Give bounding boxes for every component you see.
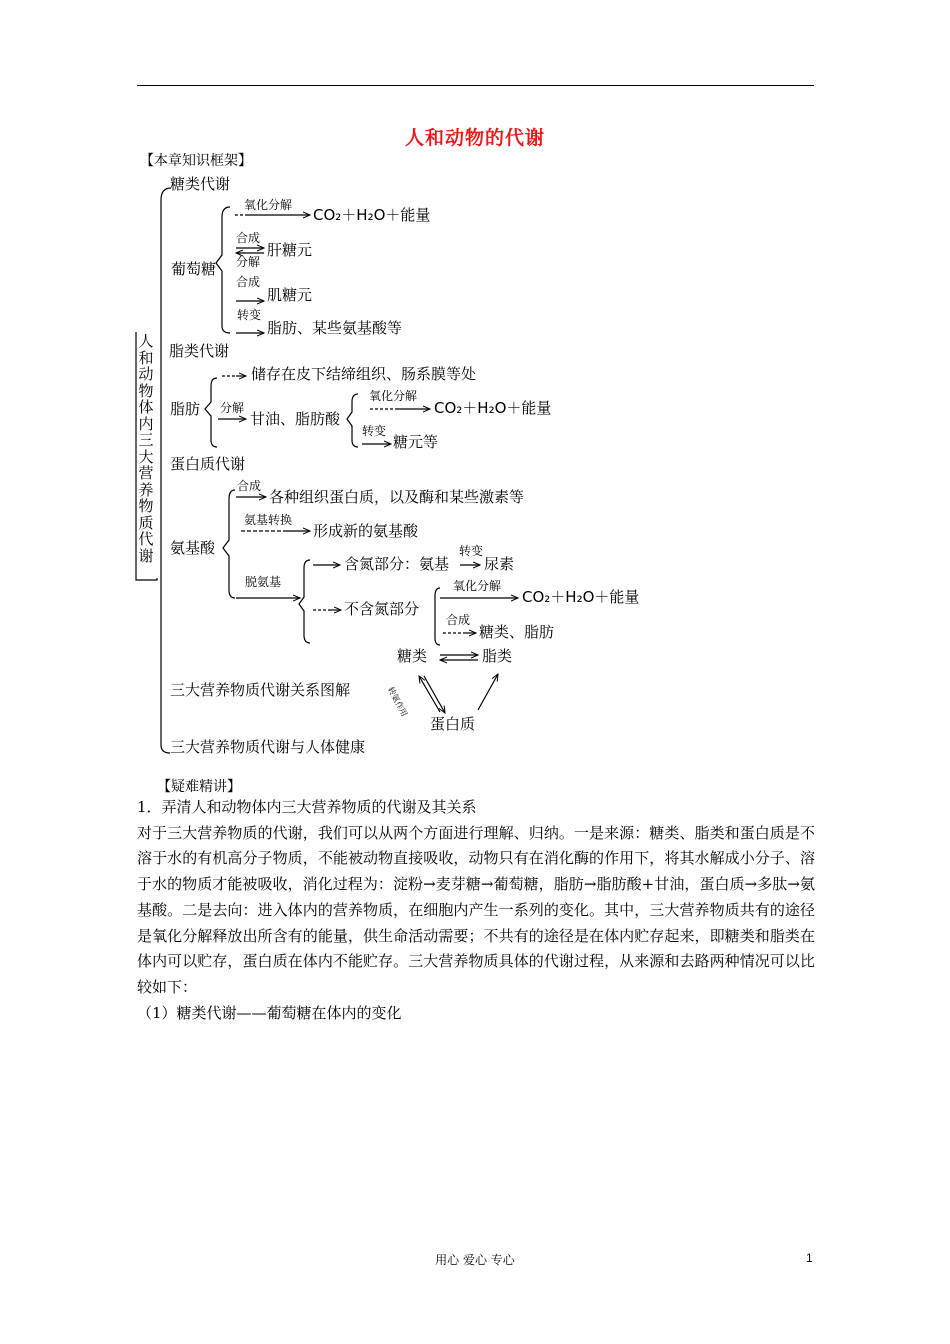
transamination-note: 转氨作用 (385, 685, 409, 719)
relation-protein-node: 蛋白质 (430, 715, 476, 733)
section-heading-difficulties: 【疑难精讲】 (157, 779, 241, 795)
glucose-label: 葡萄糖 (171, 260, 217, 278)
transamination-label: 氨基转换 (244, 513, 293, 527)
protein-oxidation-label: 氧化分解 (453, 579, 502, 593)
liver-glycogen-decomp-label: 分解 (236, 255, 261, 269)
relation-sugar-node: 糖类 (397, 647, 428, 665)
fat-metabolism-heading: 脂类代谢 (169, 342, 230, 360)
protein-synth-product: 各种组织蛋白质，以及酶和某些激素等 (269, 488, 525, 506)
sugar-oxidation-label: 氧化分解 (244, 198, 293, 212)
deamination-label: 脱氨基 (245, 575, 282, 589)
fat-label: 脂肪 (170, 400, 201, 418)
health-heading: 三大营养物质代谢与人体健康 (170, 738, 366, 756)
subpoint-1: （1）糖类代谢——葡萄糖在体内的变化 (137, 1003, 402, 1022)
fat-storage-label: 储存在皮下结缔组织、肠系膜等处 (251, 365, 477, 383)
fat-oxidation-label: 氧化分解 (369, 389, 418, 403)
muscle-glycogen-label: 肌糖元 (267, 286, 313, 304)
page-title: 人和动物的代谢 (404, 127, 545, 149)
muscle-glycogen-synth-label: 合成 (236, 275, 261, 289)
sugar-metabolism-heading: 糖类代谢 (170, 175, 231, 193)
sugar-convert-label: 转变 (237, 308, 262, 322)
urea-label: 尿素 (484, 555, 515, 573)
relation-fat-node: 脂类 (482, 647, 513, 665)
page-footer: 用心 爱心 专心 (435, 1253, 515, 1267)
point-1-heading: 1．弄清人和动物体内三大营养物质的代谢及其关系 (137, 798, 477, 816)
protein-synth-label: 合成 (237, 479, 262, 493)
fat-decomp-label: 分解 (220, 401, 245, 415)
page-number: 1 (806, 1251, 813, 1265)
non-nitrogen-part-label: 不含氮部分 (344, 600, 420, 618)
protein-to-sugar-fat-label: 合成 (446, 613, 471, 627)
body-text (137, 795, 815, 1026)
liver-glycogen-label: 肝糖元 (267, 241, 313, 259)
explanation-paragraph: 对于三大营养物质的代谢，我们可以从两个方面进行理解、归纳。一是来源：糖类、脂类和蛋白质是不溶于水的有机高分子物质，不能被动物直接吸收，动物只有在消化酶的作用下，将其水解成小分子、溶于水的物质才能被吸收，消化过程为：淀粉→麦芽糖→葡萄糖，脂肪→脂肪酸+甘油，蛋白质→多肽→氨基酸。二是去向：进入体内的营养物质，在细胞内产生一系列的变化。其中，三大营养物质共有的途径是氧化分解释放出所含有的能量，供生命活动需要；不共有的途径是在体内贮存起来，即糖类和脂类在体内可以贮存，蛋白质在体内不能贮存。三大营养物质具体的代谢过程，从来源和去路两种情况可以比较如下： (137, 823, 815, 996)
protein-oxidation-product: CO₂＋H₂O＋能量 (522, 588, 640, 606)
liver-glycogen-synth-label: 合成 (236, 231, 261, 245)
nitrogen-part-label: 含氮部分：氨基 (344, 555, 450, 573)
amino-acid-label: 氨基酸 (170, 539, 216, 557)
new-amino-acid-label: 形成新的氨基酸 (313, 522, 419, 540)
relation-diagram-heading: 三大营养物质代谢关系图解 (170, 681, 351, 699)
section-heading-framework: 【本章知识框架】 (140, 153, 252, 169)
protein-metabolism-heading: 蛋白质代谢 (170, 455, 246, 473)
fat-convert-product: 糖元等 (393, 433, 439, 451)
sugar-oxidation-product: CO₂＋H₂O＋能量 (313, 206, 431, 224)
sugar-convert-product: 脂肪、某些氨基酸等 (267, 319, 403, 337)
urea-convert-label: 转变 (459, 544, 484, 558)
diagram-root-label: 人和动物体内三大营养物质代谢 (138, 332, 154, 565)
fat-convert-label: 转变 (362, 424, 387, 438)
glycerol-fatty-acid-label: 甘油、脂肪酸 (250, 410, 341, 428)
sugar-fat-product: 糖类、脂肪 (479, 623, 555, 641)
fat-oxidation-product: CO₂＋H₂O＋能量 (434, 399, 552, 417)
